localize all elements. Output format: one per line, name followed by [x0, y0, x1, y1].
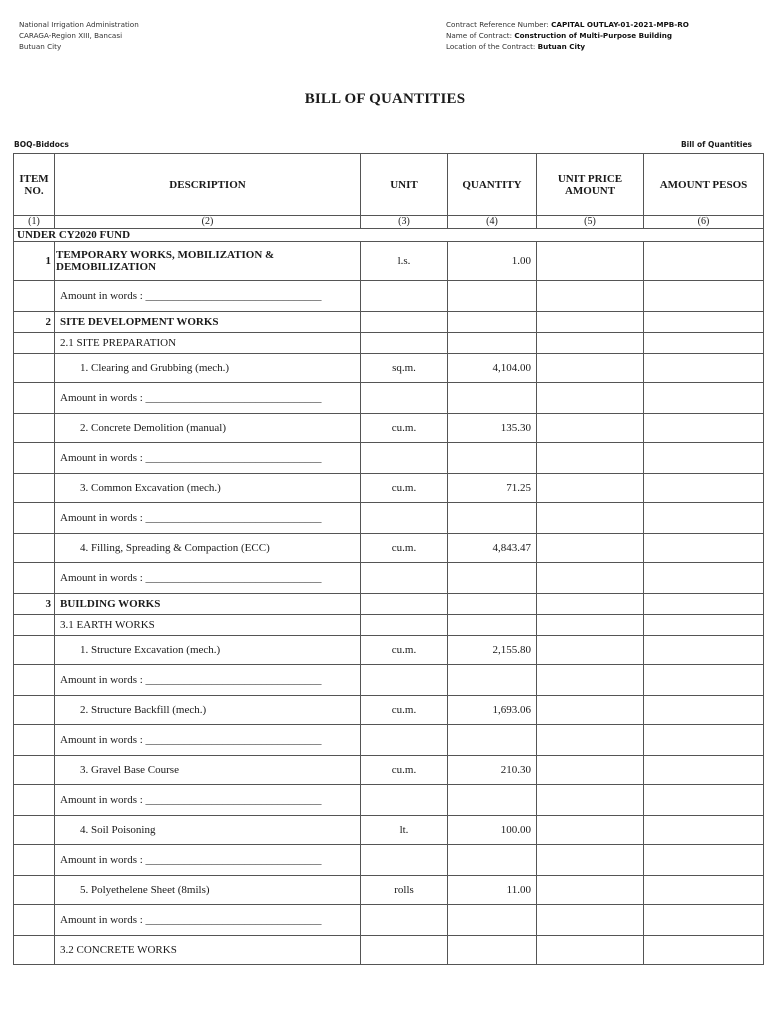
boq-table [13, 153, 764, 965]
agency-line-2: CARAGA-Region XIII, Bancasi [19, 31, 123, 40]
fund-row: UNDER CY2020 FUND [14, 229, 764, 242]
unit-price-cell[interactable] [537, 242, 644, 281]
page-title: BILL OF QUANTITIES [304, 91, 466, 107]
amount-in-words-row: Amount in words : ________________________________ [14, 563, 764, 594]
table-row: 2. Structure Backfill (mech.) cu.m. 1,693.06 [14, 696, 764, 725]
col-header-unit: UNIT [361, 154, 448, 216]
table-row: 4. Soil Poisoning lt. 100.00 [14, 816, 764, 845]
col-header-description: DESCRIPTION [55, 154, 361, 216]
unit-price-cell[interactable] [537, 756, 644, 785]
table-row: 2 SITE DEVELOPMENT WORKS [14, 312, 764, 333]
unit-price-cell[interactable] [537, 696, 644, 725]
table-row: 1. Clearing and Grubbing (mech.) sq.m. 4,104.00 [14, 354, 764, 383]
col-header-amount: AMOUNT PESOS [644, 154, 764, 216]
header-row [14, 154, 764, 216]
agency-line-1: National Irrigation Administration [19, 20, 139, 29]
unit-price-cell[interactable] [537, 876, 644, 905]
amount-cell[interactable] [644, 696, 764, 725]
col-header-item: ITEM NO. [14, 154, 55, 216]
table-row: 1. Structure Excavation (mech.) cu.m. 2,155.80 [14, 636, 764, 665]
contract-name: Name of Contract: Construction of Multi-Purpose Building [446, 31, 672, 40]
amount-in-words-row: Amount in words : ________________________________ [14, 725, 764, 756]
amount-in-words-row: Amount in words : ________________________________ [14, 503, 764, 534]
amount-cell[interactable] [644, 816, 764, 845]
unit-price-cell[interactable] [537, 636, 644, 665]
table-row: 3 BUILDING WORKS [14, 594, 764, 615]
amount-cell[interactable] [644, 354, 764, 383]
table-row: 3. Common Excavation (mech.) cu.m. 71.25 [14, 474, 764, 503]
contract-location: Location of the Contract: Butuan City [446, 42, 586, 51]
amount-in-words-row: Amount in words : ________________________________ [14, 785, 764, 816]
col-header-quantity: QUANTITY [448, 154, 537, 216]
table-row: 2. Concrete Demolition (manual) cu.m. 135.30 [14, 414, 764, 443]
table-row: 5. Polyethelene Sheet (8mils) rolls 11.00 [14, 876, 764, 905]
table-row: 1 TEMPORARY WORKS, MOBILIZATION & DEMOBILIZATION l.s. 1.00 [14, 242, 764, 281]
table-row: 3. Gravel Base Course cu.m. 210.30 [14, 756, 764, 785]
unit-price-cell[interactable] [537, 474, 644, 503]
amount-cell[interactable] [644, 876, 764, 905]
table-row: 4. Filling, Spreading & Compaction (ECC) cu.m. 4,843.47 [14, 534, 764, 563]
table-row: 3.1 EARTH WORKS [14, 615, 764, 636]
column-number-row: (1) (2) (3) (4) (5) (6) [14, 216, 764, 229]
amount-in-words-row: Amount in words : ________________________________ [14, 665, 764, 696]
amount-in-words-row: Amount in words : ________________________________ [14, 383, 764, 414]
amount-in-words-row: Amount in words : ________________________________ [14, 845, 764, 876]
agency-header [19, 19, 139, 52]
contract-header [446, 19, 689, 52]
unit-price-cell[interactable] [537, 354, 644, 383]
unit-price-cell[interactable] [537, 414, 644, 443]
doc-type: Bill of Quantities [680, 140, 752, 149]
col-header-unit-price: UNIT PRICE AMOUNT [537, 154, 644, 216]
amount-in-words-row: Amount in words : ________________________________ [14, 281, 764, 312]
table-row: 3.2 CONCRETE WORKS [14, 936, 764, 965]
doc-code: BOQ-Biddocs [14, 140, 69, 149]
amount-cell[interactable] [644, 756, 764, 785]
unit-price-cell[interactable] [537, 816, 644, 845]
agency-line-3: Butuan City [19, 42, 62, 51]
amount-in-words-row: Amount in words : ________________________________ [14, 443, 764, 474]
amount-in-words-row: Amount in words : ________________________________ [14, 905, 764, 936]
unit-price-cell[interactable] [537, 534, 644, 563]
amount-cell[interactable] [644, 474, 764, 503]
table-row: 2.1 SITE PREPARATION [14, 333, 764, 354]
amount-cell[interactable] [644, 242, 764, 281]
amount-cell[interactable] [644, 414, 764, 443]
amount-cell[interactable] [644, 636, 764, 665]
contract-ref: Contract Reference Number: CAPITAL OUTLAY-01-2021-MPB-RO [446, 20, 689, 29]
amount-cell[interactable] [644, 534, 764, 563]
